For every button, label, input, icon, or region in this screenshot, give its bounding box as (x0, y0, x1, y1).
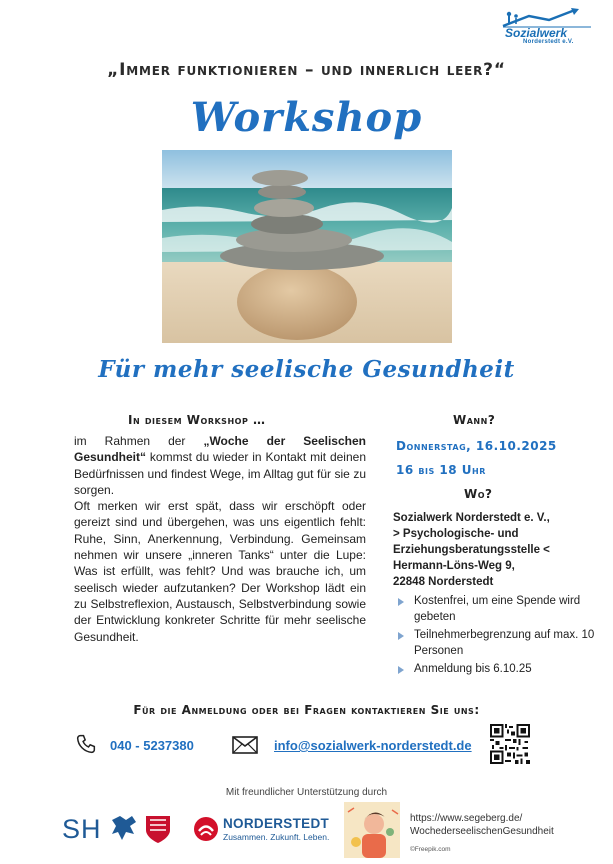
description-body: Oft merken wir erst spät, dass wir erschöpft oder gereizt sind und übergehen, was uns eigentlich fehlt: Ruhe, Sinn, Anerkennung, Verbindung. Gemeinsam nehmen wir unsere „inneren Tanks“ unter die Lupe: Was ist erfüllt, was fehlt? Und was brauche ich, um seelisch wieder aufzutanken? Der Workshop lädt ein zu Selbstreflexion, Austausch, Selbstverbindung sowie der Entwicklung konkreter Schritte für mehr seelische Gesundheit. (74, 499, 366, 644)
website-link[interactable] (410, 812, 554, 838)
url-line: WochederseelischenGesundheit (410, 826, 554, 837)
subtitle: Für mehr seelische Gesundheit (98, 356, 515, 383)
phone-icon (76, 734, 96, 754)
stacked-stones-photo (162, 150, 452, 343)
mail-icon (232, 736, 258, 754)
norderstedt-logo (193, 812, 333, 846)
list-item: Kostenfrei, um eine Spende wird gebeten (396, 594, 596, 625)
support-text: Mit freundlicher Unterstützung durch (225, 787, 388, 798)
norderstedt-slogan: Zusammen. Zukunft. Leben. (223, 832, 330, 842)
list-item: Anmeldung bis 6.10.25 (396, 662, 596, 678)
address-line: > Psychologische- und (393, 528, 519, 540)
when-heading: Wann? (453, 413, 496, 427)
address-line: 22848 Norderstedt (393, 576, 494, 588)
address-line: Erziehungsberatungsstelle < (393, 544, 550, 556)
mental-health-week-illustration (344, 802, 400, 858)
logo-subtitle: Norderstedt e.V. (523, 39, 574, 45)
workshop-description (74, 433, 366, 645)
url-line: https://www.segeberg.de/ (410, 813, 523, 824)
qr-code-icon[interactable] (490, 724, 530, 764)
intro-text: im Rahmen der (74, 434, 204, 448)
image-credit: ©Freepik.com (410, 846, 451, 853)
event-address (393, 510, 598, 590)
intro-text-end: kommst du wieder in Kontakt mit deinen Bedürfnissen und findest Wege, im Alltag gut für sie zu sorgen. (74, 450, 366, 497)
description-intro (74, 433, 366, 498)
sh-logo (62, 812, 174, 846)
event-date: Donnerstag, 16.10.2025 (396, 439, 557, 453)
intro-bold-text: „Woche der Seelischen Gesundheit“ (74, 434, 366, 465)
info-list (396, 594, 596, 681)
logo-name: Sozialwerk (505, 26, 568, 40)
norderstedt-name: NORDERSTEDT (223, 816, 330, 831)
address-line: Sozialwerk Norderstedt e. V., (393, 512, 550, 524)
sozialwerk-logo (489, 6, 597, 46)
headline: „Immer funktionieren – und innerlich leer?“ (107, 60, 506, 80)
list-item: Teilnehmerbegrenzung auf max. 10 Personen (396, 628, 596, 659)
where-heading: Wo? (464, 487, 493, 501)
event-time: 16 bis 18 Uhr (396, 463, 486, 477)
norderstedt-emblem-icon (193, 816, 219, 842)
phone-number[interactable]: 040 - 5237380 (110, 738, 194, 753)
page-title: Workshop (190, 94, 423, 141)
email-link[interactable]: info@sozialwerk-norderstedt.de (274, 738, 472, 753)
coat-of-arms-icon (110, 812, 176, 846)
address-line: Hermann-Löns-Weg 9, (393, 560, 515, 572)
workshop-heading: In diesem Workshop … (128, 413, 266, 427)
sh-logo-text: SH (62, 814, 102, 844)
contact-heading: Für die Anmeldung oder bei Fragen kontaktieren Sie uns: (133, 703, 480, 717)
